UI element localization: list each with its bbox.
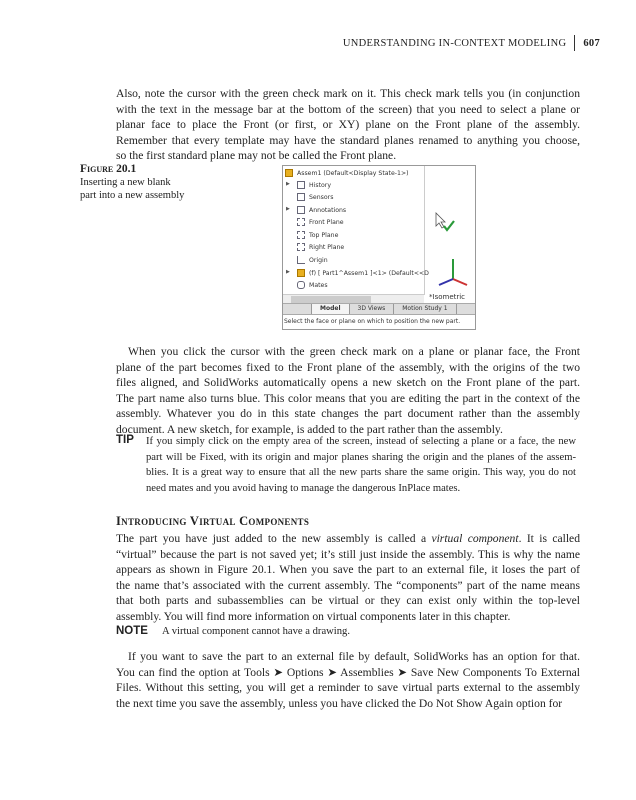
page-number: 607 bbox=[583, 37, 600, 49]
text-line: files aligned, and SolidWorks automatically opens a new sketch on the Front plane of the part. bbox=[116, 376, 580, 390]
solidworks-screenshot bbox=[282, 165, 476, 330]
section-heading: Introducing Virtual Components bbox=[116, 514, 310, 528]
tree-item[interactable]: History bbox=[309, 181, 332, 189]
tree-item[interactable]: Right Plane bbox=[309, 243, 345, 251]
annotations-icon bbox=[297, 206, 305, 214]
view-label: *Isometric bbox=[429, 293, 466, 301]
note-text: A virtual component cannot have a drawing. bbox=[162, 626, 350, 637]
plane-icon bbox=[297, 218, 305, 226]
text-line: Remember that every template may have the standard planes renamed to anything you choose, bbox=[116, 133, 580, 147]
tree-item[interactable]: Mates bbox=[309, 281, 328, 289]
text-line: When you click the cursor with the green check mark on a plane or planar face, the Front bbox=[128, 345, 580, 358]
tree-item[interactable]: Front Plane bbox=[309, 218, 344, 226]
paragraph-2 bbox=[116, 344, 580, 438]
expand-arrow-icon[interactable]: ▶ bbox=[286, 206, 290, 212]
tree-item[interactable]: Annotations bbox=[309, 206, 347, 214]
tab-bar bbox=[283, 303, 475, 314]
paragraph-3 bbox=[116, 531, 580, 625]
sensors-icon bbox=[297, 193, 305, 201]
tree-item[interactable]: Origin bbox=[309, 256, 328, 264]
header-title: UNDERSTANDING IN-CONTEXT MODELING bbox=[342, 37, 567, 49]
text-line: You can find the option at Tools ➤ Options ➤ Assemblies ➤ Save New Components To External bbox=[116, 665, 580, 679]
tip-label: TIP bbox=[116, 434, 134, 446]
tree-item[interactable]: (f) [ Part1^Assem1 ]<1> (Default<<D bbox=[309, 269, 429, 277]
text-line: If you want to save the part to an external file by default, SolidWorks has an option for that. bbox=[128, 650, 580, 663]
mates-icon bbox=[297, 281, 305, 289]
text-line: The part name also turns blue. This color means that you are editing the part in the context of the bbox=[116, 391, 580, 405]
triad-icon bbox=[439, 259, 467, 285]
text-line: that both parts and subassemblies can be virtual or they can exist only within the top-level bbox=[116, 594, 580, 608]
text-line: assembly. Whatever you do in this state changes the part document rather than the assembly bbox=[116, 407, 580, 421]
caption-line: part into a new assembly bbox=[80, 190, 185, 201]
text-line: appears as shown in Figure 20.1. When you save the part to an external file, it loses the part of bbox=[116, 563, 580, 577]
note-label: NOTE bbox=[116, 625, 148, 637]
cursor-icon bbox=[436, 213, 445, 228]
assembly-icon bbox=[285, 169, 293, 177]
tree-item[interactable]: Top Plane bbox=[309, 231, 339, 239]
tab-3d-views[interactable]: 3D Views bbox=[350, 304, 395, 314]
tip-text bbox=[146, 434, 576, 496]
plane-icon bbox=[297, 231, 305, 239]
part-icon bbox=[297, 269, 305, 277]
paragraph-4 bbox=[116, 649, 580, 711]
caption-line: Inserting a new blank bbox=[80, 177, 171, 188]
tree-item[interactable]: Assem1 (Default<Display State-1>) bbox=[297, 169, 409, 177]
text-line: the name that’s associated with the current assembly. The “components” part of the name means bbox=[116, 578, 580, 592]
tab-model[interactable]: Model bbox=[312, 304, 350, 314]
text-line: document. A new sketch, for example, is added to the part rather than the assembly. bbox=[116, 422, 503, 436]
history-icon bbox=[297, 181, 305, 189]
text-line: Also, note the cursor with the green check mark on it. This check mark tells you (in conjunction bbox=[116, 87, 580, 100]
text-line: with the text in the message bar at the bottom of the screen) that you need to select a plane or bbox=[116, 102, 580, 116]
text-line: If you simply click on the empty area of the screen, instead of selecting a plane or a face, the new bbox=[146, 436, 576, 447]
tab-scroll-arrows[interactable] bbox=[283, 304, 312, 314]
feature-tree bbox=[283, 166, 429, 295]
origin-icon bbox=[297, 256, 305, 264]
expand-arrow-icon[interactable]: ▶ bbox=[286, 181, 290, 187]
text-line: planar face to place the Front (or first, or XY) plane on the Front plane of the assembly. bbox=[116, 118, 580, 132]
plane-icon bbox=[297, 243, 305, 251]
status-bar: Select the face or plane on which to position the new part. bbox=[283, 314, 476, 329]
expand-arrow-icon[interactable]: ▶ bbox=[286, 269, 290, 275]
header-divider bbox=[574, 35, 575, 51]
text-line: plane of the part becomes fixed to the Front plane of the assembly, with the origins of the two bbox=[116, 360, 580, 374]
tree-item[interactable]: Sensors bbox=[309, 193, 334, 201]
text-line: so the first standard plane may not be called the Front plane. bbox=[116, 149, 397, 163]
text-line: blies. It is a great way to ensure that all the new parts share the same origin. This way, you do not bbox=[146, 467, 576, 478]
paragraph-1 bbox=[116, 86, 580, 164]
text-line: The part you have just added to the new assembly is called a virtual component. It is called bbox=[116, 532, 581, 545]
figure-label: Figure 20.1 bbox=[80, 163, 137, 175]
text-line: “virtual” because the part is not saved yet; it’s still just inside the assembly. This is why the name bbox=[116, 547, 580, 561]
figure-caption bbox=[80, 163, 184, 202]
graphics-area bbox=[433, 211, 473, 291]
tab-motion-study[interactable]: Motion Study 1 bbox=[394, 304, 456, 314]
text-line: part will be Fixed, with its origin and major planes sharing the origin and the planes of the assem- bbox=[146, 451, 576, 463]
running-header bbox=[343, 35, 600, 51]
text-line: the next time you save the assembly, unless you have clicked the Do Not Show Again option for bbox=[116, 696, 563, 710]
text-line: assembly. You will find more information on virtual components later in this chapter. bbox=[116, 609, 511, 623]
text-line: Files. Without this setting, you will get a reminder to save virtual parts external to the assembly bbox=[116, 681, 580, 695]
text-line: need mates and you avoid having to manage the dangerous InPlace mates. bbox=[146, 482, 461, 494]
